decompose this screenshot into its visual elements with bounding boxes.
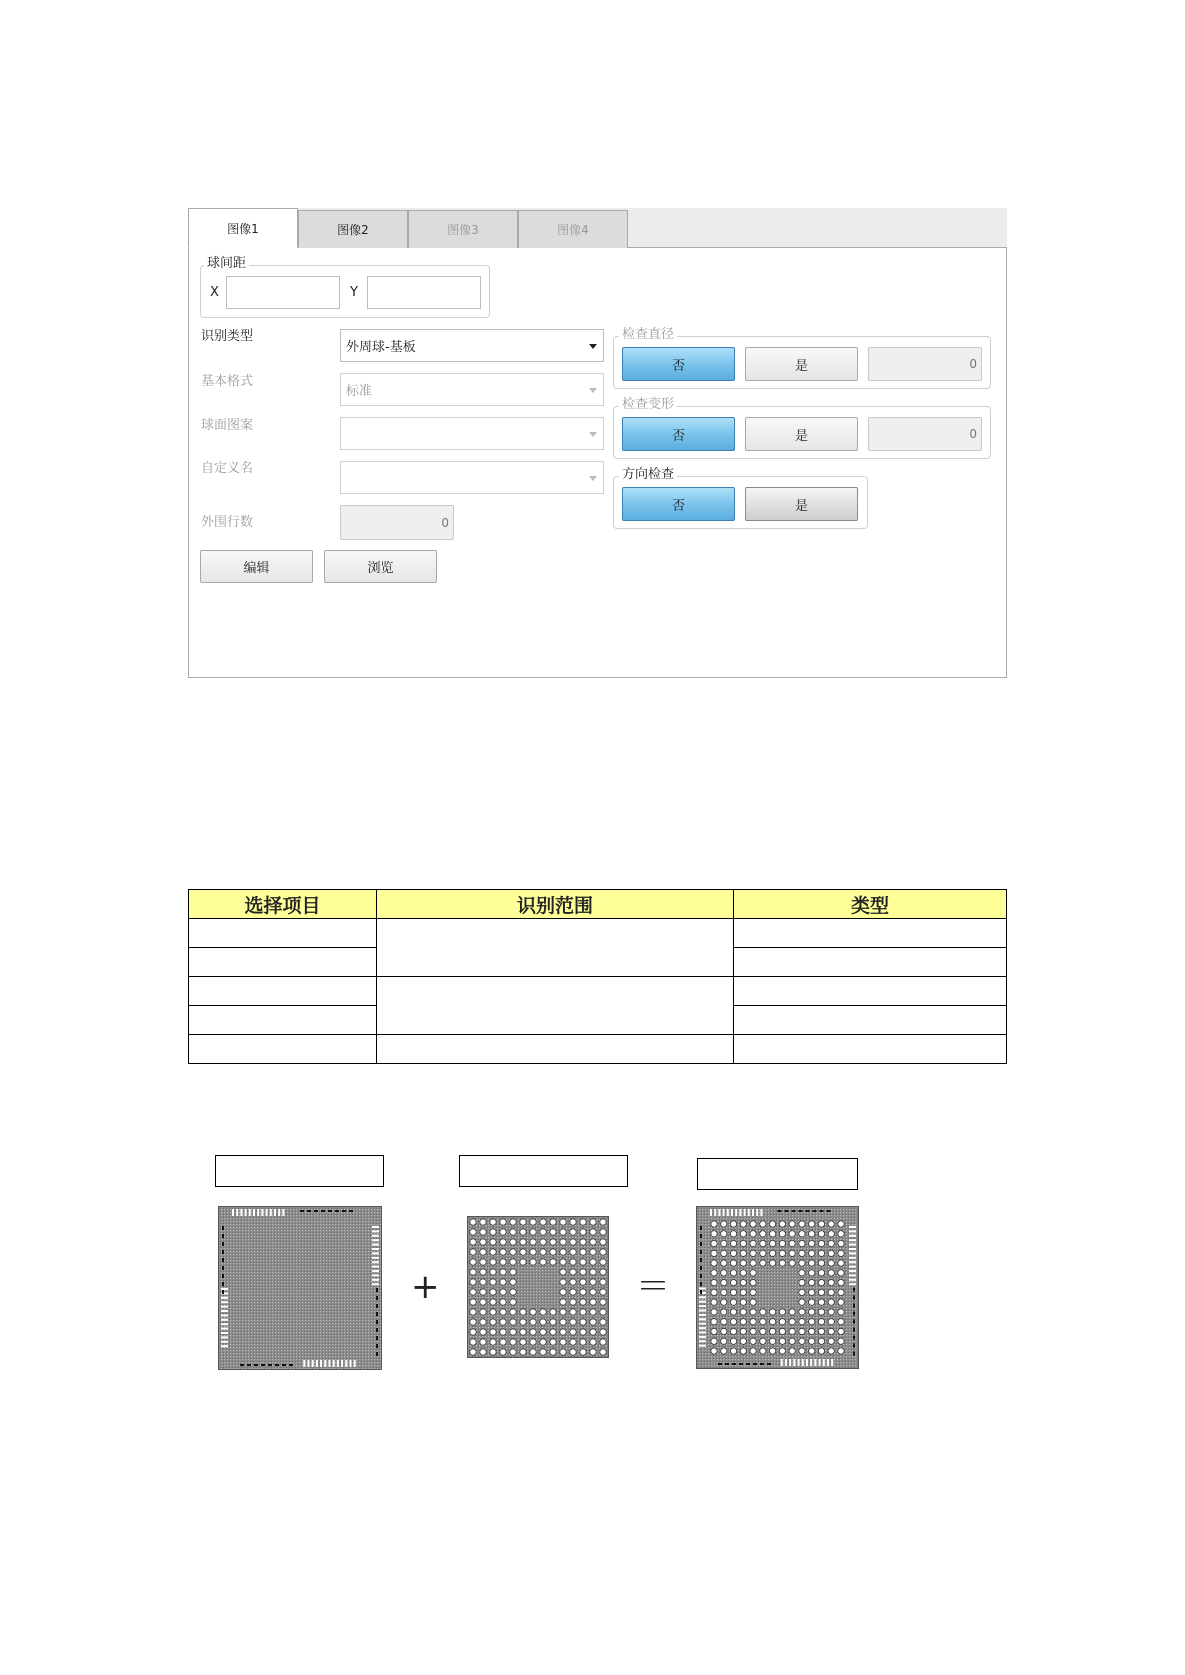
table-row (189, 919, 1007, 948)
check-deform-no-button[interactable]: 否 (622, 417, 735, 451)
table-cell (377, 977, 734, 1035)
basic-format-select[interactable] (340, 373, 604, 406)
pitch-y-input[interactable] (367, 276, 481, 309)
table-row (189, 1035, 1007, 1064)
equals-sign: ＝ (636, 1267, 670, 1307)
table-cell (189, 977, 377, 1006)
x-label: X (210, 285, 219, 300)
check-diameter-yes-button[interactable]: 是 (745, 347, 858, 381)
caption-box-substrate (459, 1155, 628, 1187)
table-cell (734, 1035, 1007, 1064)
edit-button[interactable]: 编辑 (200, 550, 313, 583)
table-cell (377, 1035, 734, 1064)
recognition-type-value: 外周球-基板 (346, 340, 416, 355)
table-cell (377, 919, 734, 977)
caption-box-combined (697, 1158, 858, 1190)
check-diameter-value[interactable]: 0 (868, 347, 982, 381)
custom-name-label: 自定义名 (201, 461, 254, 476)
outer-rows-label: 外围行数 (201, 515, 254, 530)
tab-image-4[interactable]: 图像4 (518, 210, 628, 248)
peripheral-ball-pattern-image (218, 1206, 382, 1370)
tab-image-2[interactable]: 图像2 (298, 210, 408, 248)
recognition-type-select[interactable] (340, 329, 604, 362)
direction-check-yes-button[interactable]: 是 (745, 487, 858, 521)
table-cell (734, 948, 1007, 977)
ball-pattern-label: 球面图案 (201, 418, 254, 433)
recognition-table (188, 889, 1007, 1064)
caption-box-peripheral (215, 1155, 384, 1187)
table-cell (734, 919, 1007, 948)
table-cell (734, 977, 1007, 1006)
chevron-down-icon (589, 344, 597, 349)
table-header-type: 类型 (734, 890, 1007, 919)
table-header-select-item: 选择项目 (189, 890, 377, 919)
check-diameter-no-button[interactable]: 否 (622, 347, 735, 381)
chevron-down-icon (589, 432, 597, 437)
chevron-down-icon (589, 388, 597, 393)
check-deform-title: 检查变形 (619, 397, 677, 413)
browse-button[interactable]: 浏览 (324, 550, 437, 583)
y-label: Y (350, 285, 358, 300)
check-deform-value[interactable]: 0 (868, 417, 982, 451)
plus-sign: + (411, 1267, 440, 1307)
ball-pitch-title: 球间距 (204, 256, 249, 272)
table-cell (189, 948, 377, 977)
check-deform-yes-button[interactable]: 是 (745, 417, 858, 451)
table-cell (189, 919, 377, 948)
table-row (189, 977, 1007, 1006)
custom-name-select[interactable] (340, 461, 604, 494)
tab-image-3[interactable]: 图像3 (408, 210, 518, 248)
check-diameter-title: 检查直径 (619, 327, 677, 343)
basic-format-value: 标准 (346, 384, 373, 399)
chevron-down-icon (589, 476, 597, 481)
pitch-x-input[interactable] (226, 276, 340, 309)
combined-ball-pattern-image (696, 1206, 859, 1369)
table-cell (189, 1035, 377, 1064)
table-cell (189, 1006, 377, 1035)
direction-check-title: 方向检查 (619, 467, 677, 483)
table-cell (734, 1006, 1007, 1035)
substrate-ball-pattern-image (467, 1216, 609, 1358)
tab-image-1[interactable]: 图像1 (188, 208, 298, 248)
direction-check-no-button[interactable]: 否 (622, 487, 735, 521)
ball-pattern-select[interactable] (340, 417, 604, 450)
recognition-type-label: 识别类型 (201, 329, 254, 344)
outer-rows-input[interactable]: 0 (340, 505, 454, 540)
basic-format-label: 基本格式 (201, 374, 254, 389)
table-header-recognition-range: 识别范围 (377, 890, 734, 919)
